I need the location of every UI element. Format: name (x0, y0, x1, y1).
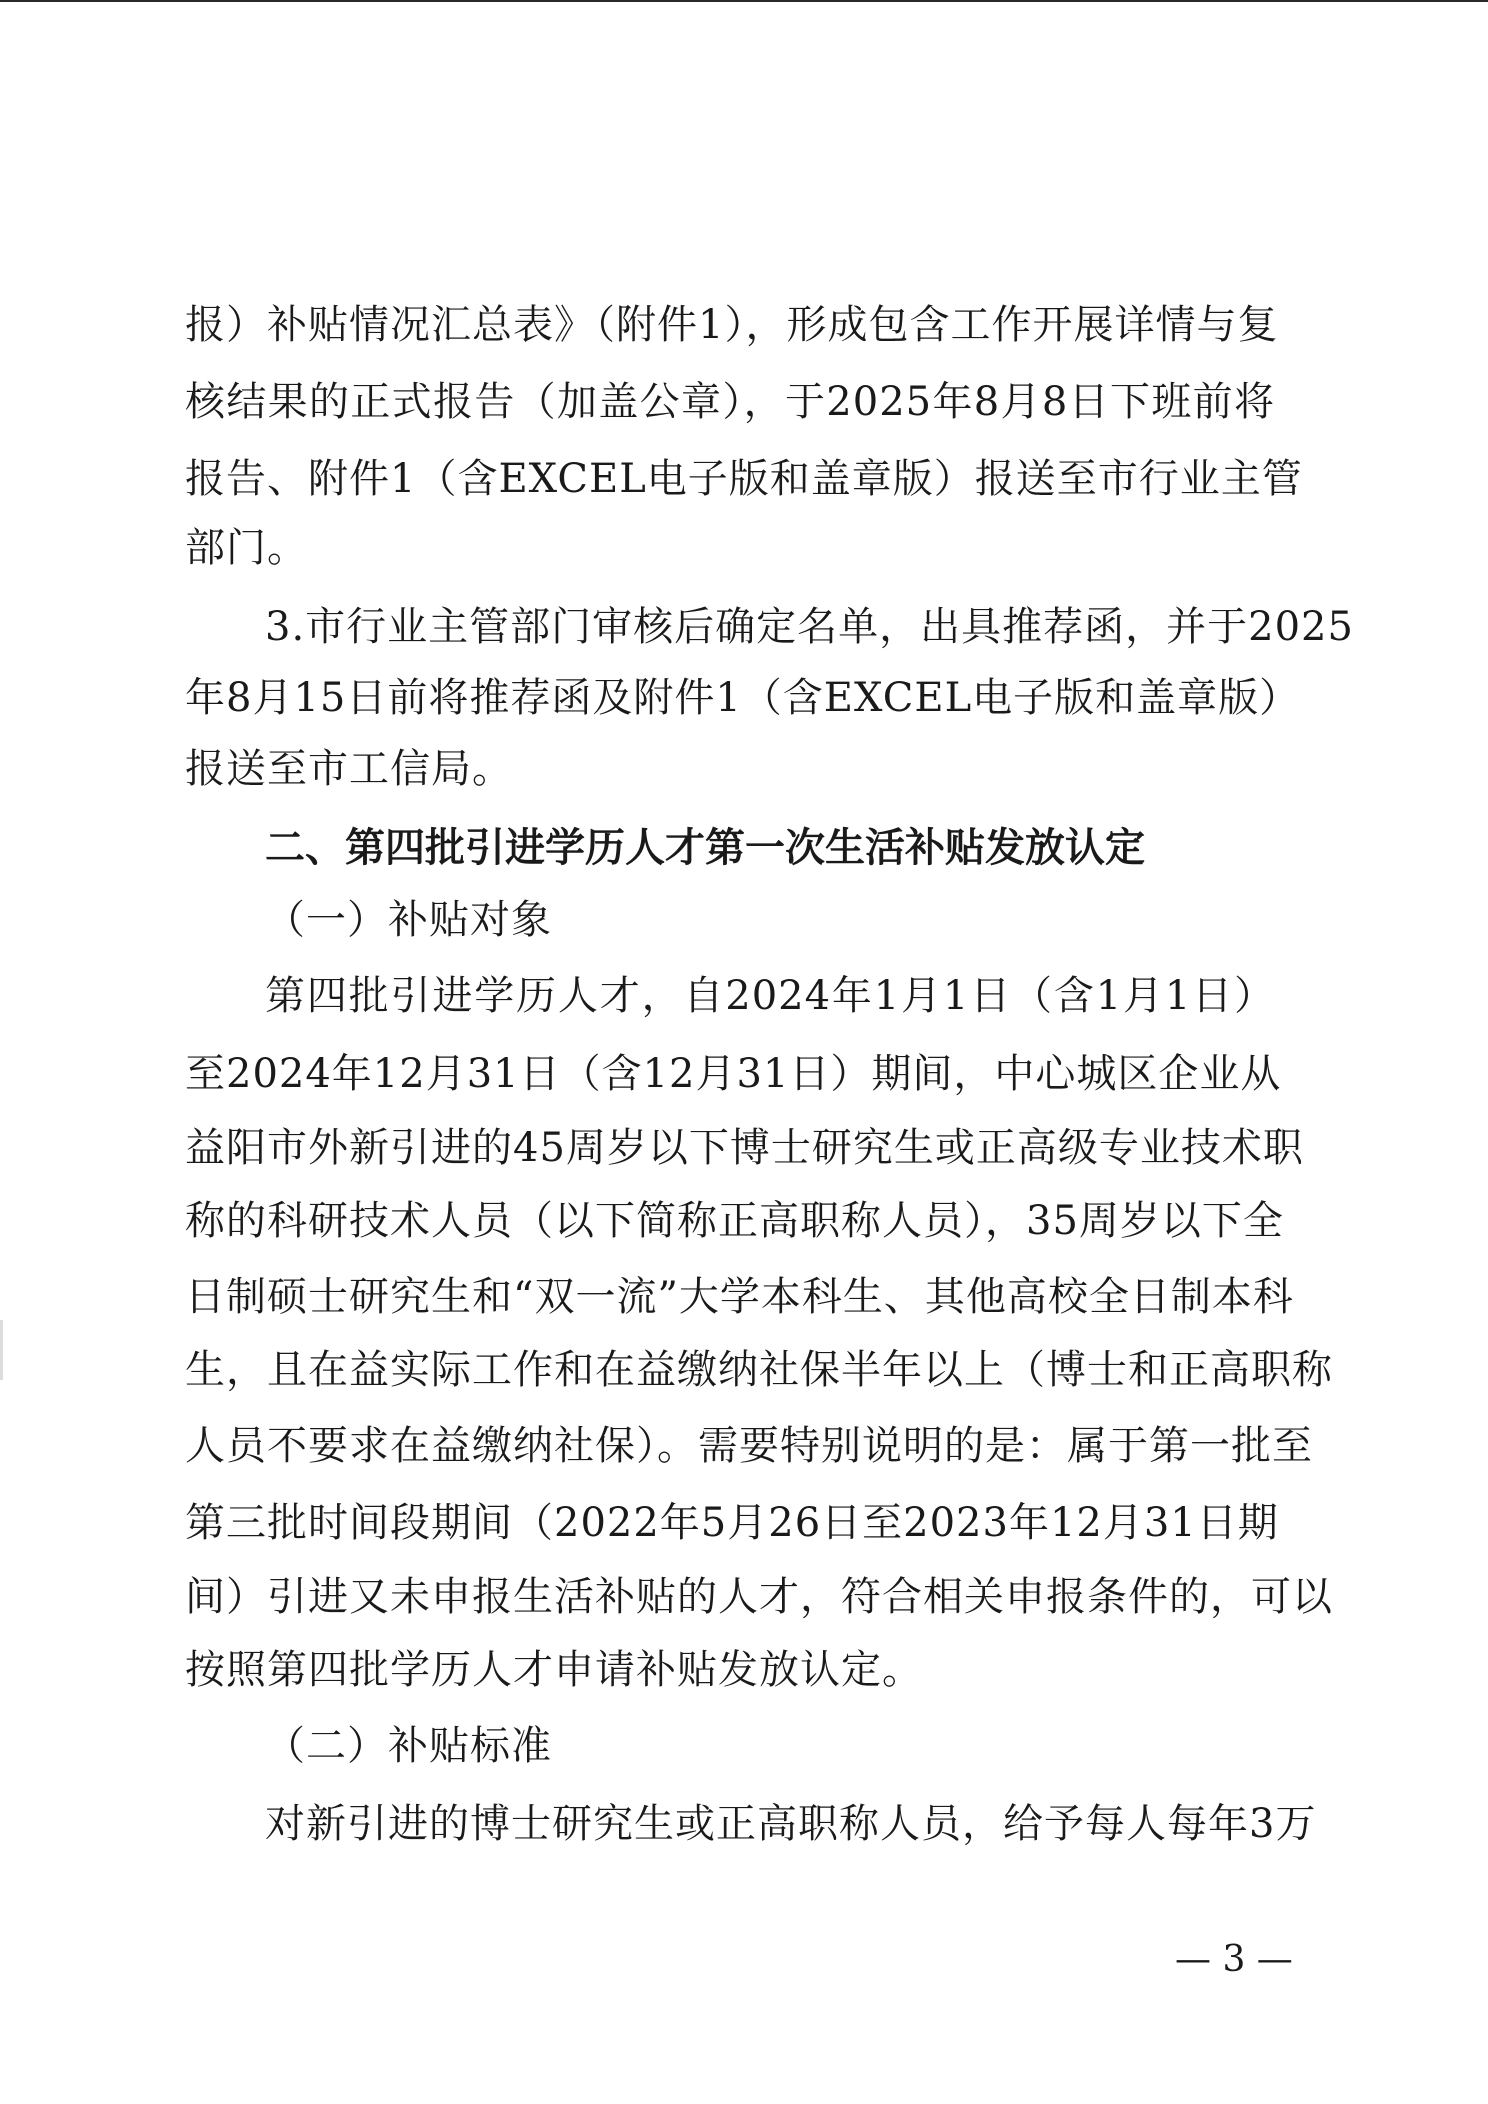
body-text-line: 至2024年12月31日（含12月31日）期间，中心城区企业从 (185, 1051, 1282, 1097)
body-text-line: 人员不要求在益缴纳社保）。需要特别说明的是：属于第一批至 (185, 1423, 1313, 1469)
body-text-line: 间）引进又未申报生活补贴的人才，符合相关申报条件的，可以 (185, 1574, 1333, 1620)
page-number: — 3 — (1175, 1939, 1293, 1980)
body-text-line: 第四批引进学历人才，自2024年1月1日（含1月1日） (265, 973, 1275, 1019)
body-text-line: 报送至市工信局。 (185, 746, 513, 792)
body-text-line: 益阳市外新引进的45周岁以下博士研究生或正高级专业技术职 (185, 1125, 1304, 1171)
body-text-line: 报）补贴情况汇总表》（附件1），形成包含工作开展详情与复 (185, 302, 1279, 348)
top-border-line (0, 0, 1488, 2)
body-text-line: 部门。 (185, 525, 308, 571)
body-text-line: 年8月15日前将推荐函及附件1（含EXCEL电子版和盖章版） (185, 675, 1301, 721)
body-text-line: 生，且在益实际工作和在益缴纳社保半年以上（博士和正高职称 (185, 1347, 1333, 1393)
body-text-line: 日制硕士研究生和“双一流”大学本科生、其他高校全日制本科 (185, 1274, 1294, 1320)
body-text-line: 核结果的正式报告（加盖公章），于2025年8月8日下班前将 (185, 379, 1275, 425)
subsection-heading: （一）补贴对象 (265, 897, 552, 943)
body-text-line: 称的科研技术人员（以下简称正高职称人员），35周岁以下全 (185, 1198, 1284, 1244)
body-text-line: 对新引进的博士研究生或正高职称人员，给予每人每年3万 (265, 1801, 1317, 1847)
body-text-line: 3.市行业主管部门审核后确定名单，出具推荐函，并于2025 (265, 604, 1354, 650)
scan-edge-mark (0, 1320, 3, 1380)
body-text-line: 第三批时间段期间（2022年5月26日至2023年12月31日期 (185, 1500, 1279, 1546)
body-text-line: 报告、附件1（含EXCEL电子版和盖章版）报送至市行业主管 (185, 456, 1303, 502)
section-heading: 二、第四批引进学历人才第一次生活补贴发放认定 (265, 825, 1145, 871)
subsection-heading: （二）补贴标准 (265, 1723, 552, 1769)
body-text-line: 按照第四批学历人才申请补贴发放认定。 (185, 1647, 923, 1693)
